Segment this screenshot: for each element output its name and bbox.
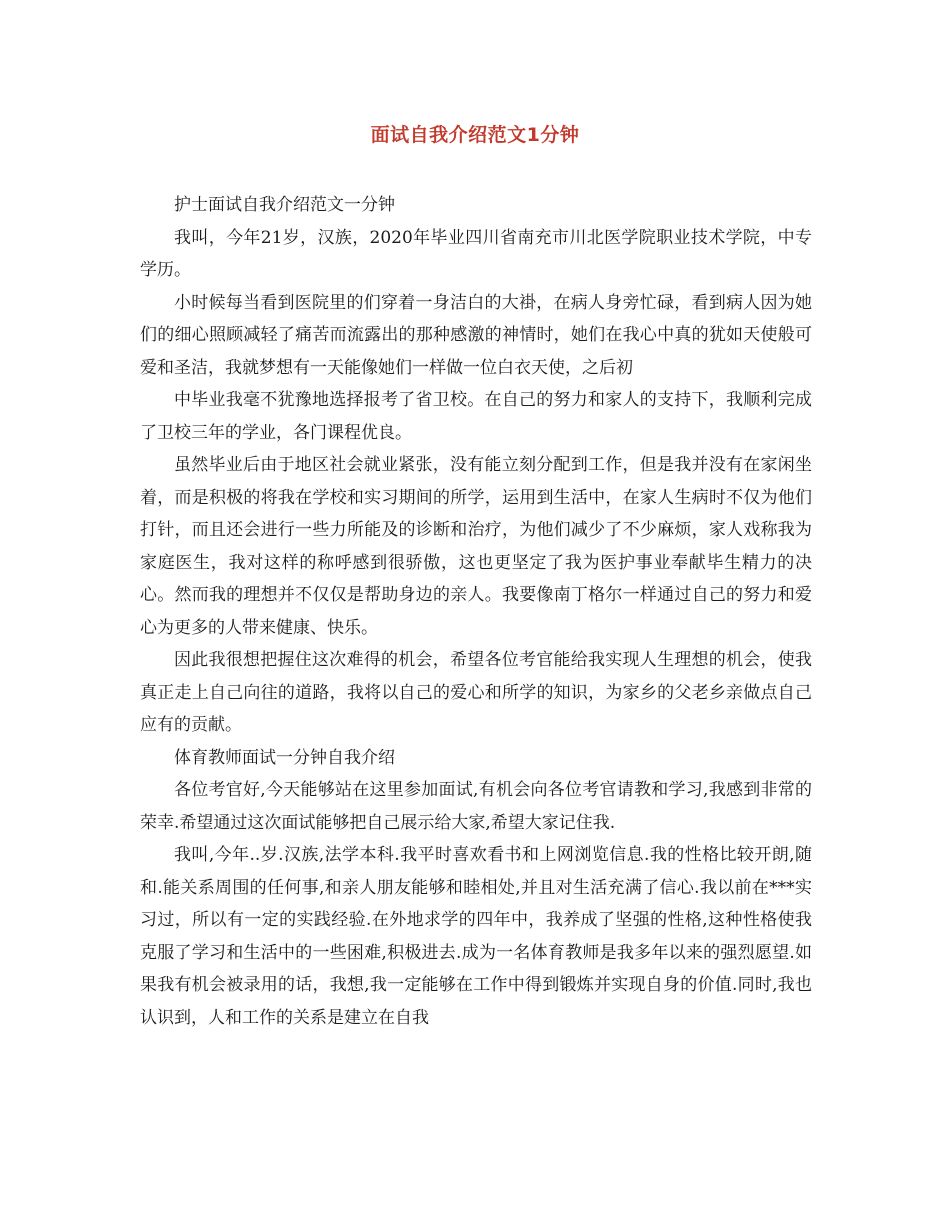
- paragraph: 我叫,今年..岁.汉族,法学本科.我平时喜欢看书和上网浏览信息.我的性格比较开朗,随和.能关系周围的任何事,和亲人朋友能够和睦相处,并且对生活充满了信心.我以前在***实习过，所以有一定的实践经验.在外地求学的四年中，我养成了坚强的性格,这种性格使我克服了学习和生活中的一些困难,积极进去.成为一名体育教师是我多年以来的强烈愿望.如果我有机会被录用的话，我想,我一定能够在工作中得到锻炼并实现自身的价值.同时,我也认识到，人和工作的关系是建立在自我: [140, 845, 812, 1028]
- paragraph: 因此我很想把握住这次难得的机会，希望各位考官能给我实现人生理想的机会，使我真正走上自己向往的道路，我将以自己的爱心和所学的知识，为家乡的父老乡亲做点自己应有的贡献。: [140, 650, 812, 735]
- paragraph: 小时候每当看到医院里的们穿着一身洁白的大褂，在病人身旁忙碌，看到病人因为她们的细心照顾减轻了痛苦而流露出的那种感激的神情时，她们在我心中真的犹如天使般可爱和圣洁，我就梦想有一天能像她们一样做一位白衣天使，之后初: [140, 292, 812, 378]
- document-title: 面试自我介绍范文1分钟: [370, 124, 580, 146]
- paragraph: 虽然毕业后由于地区社会就业紧张，没有能立刻分配到工作，但是我并没有在家闲坐着，而是积极的将我在学校和实习期间的所学，运用到生活中，在家人生病时不仅为他们打针，而且还会进行一些力所能及的诊断和治疗，为他们减少了不少麻烦，家人戏称我为家庭医生，我对这样的称呼感到很骄傲，这也更坚定了我为医护事业奉献毕生精力的决心。然而我的理想并不仅仅是帮助身边的亲人。我要像南丁格尔一样通过自己的努力和爱心为更多的人带来健康、快乐。: [140, 455, 812, 638]
- paragraph: 我叫，今年21岁，汉族，2020年毕业四川省南充市川北医学院职业技术学院，中专学历。: [140, 227, 812, 280]
- document-body: [140, 189, 812, 1034]
- paragraph: 中毕业我毫不犹豫地选择报考了省卫校。在自己的努力和家人的支持下，我顺利完成了卫校三年的学业，各门课程优良。: [140, 390, 812, 443]
- section-heading-pe-teacher: 体育教师面试一分钟自我介绍: [174, 747, 395, 768]
- paragraph: 各位考官好,今天能够站在这里参加面试,有机会向各位考官请教和学习,我感到非常的荣幸.希望通过这次面试能够把自己展示给大家,希望大家记住我.: [140, 780, 812, 833]
- section-heading-nurse: 护士面试自我介绍范文一分钟: [174, 195, 395, 215]
